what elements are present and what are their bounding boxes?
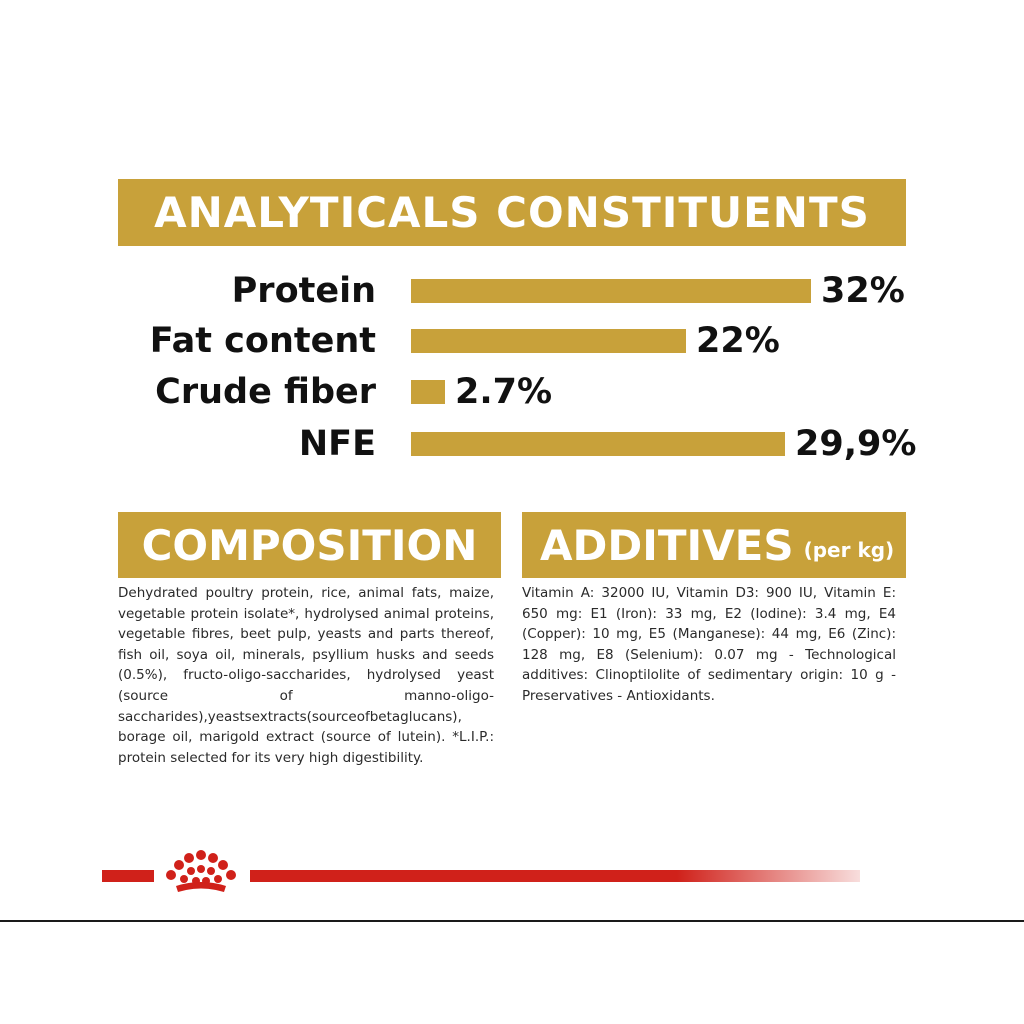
- constituent-bar: [411, 279, 811, 303]
- additives-header: [522, 512, 906, 578]
- bottom-divider: [0, 920, 1024, 922]
- constituent-label: NFE: [298, 424, 376, 464]
- brand-line-right: [250, 870, 860, 882]
- additives-text: Vitamin A: 32000 IU, Vitamin D3: 900 IU, Vitamin E: 650 mg: E1 (Iron): 33 mg, E2 (Iodine): 3.4 mg, E4 (Copper): 10 mg, E5 (Manganese): 44 mg, E6 (Zinc): 128 mg, E8 (Selenium): 0.07 mg - Technological additives: Clinoptilolite of sedimentary origin: 10 g - Preservatives - Antioxidants.: [522, 585, 896, 704]
- constituent-bar: [411, 329, 686, 353]
- constituent-row-fiber: [0, 372, 1024, 412]
- constituent-value: 29,9%: [795, 424, 917, 464]
- composition-header: [118, 512, 501, 578]
- composition-title: COMPOSITION: [141, 520, 478, 570]
- constituent-row-nfe: [0, 424, 1024, 464]
- constituent-bar: [411, 380, 445, 404]
- constituent-value: 22%: [696, 321, 780, 361]
- analytics-title: ANALYTICALS CONSTITUENTS: [154, 188, 870, 237]
- composition-text: Dehydrated poultry protein, rice, animal fats, maize, vegetable protein isolate*, hydrolysed animal proteins, vegetable fibres, beet pulp, yeasts and parts thereof, fish oil, soya oil, minerals, psyllium husks and seeds (0.5%), fructo-oligo-saccharides, hydrolysed yeast (source of manno-oligo-saccharides),yeastsextracts(sourceofbetaglucans), borage oil, marigold extract (source of lutein). *L.I.P.: protein selected for its very high digestibility.: [118, 585, 494, 766]
- brand-line-left: [102, 870, 154, 882]
- additives-unit: (per kg): [803, 538, 895, 562]
- constituent-label: Crude fiber: [155, 372, 376, 412]
- constituent-label: Fat content: [149, 321, 376, 361]
- crown-icon: [158, 848, 244, 896]
- additives-title: ADDITIVES: [540, 520, 794, 570]
- analytics-header: [118, 179, 906, 246]
- constituent-row-protein: [0, 271, 1024, 311]
- constituent-bar: [411, 432, 785, 456]
- constituent-value: 32%: [821, 271, 905, 311]
- constituent-row-fat: [0, 321, 1024, 361]
- constituent-value: 2.7%: [455, 372, 553, 412]
- constituent-label: Protein: [231, 271, 376, 311]
